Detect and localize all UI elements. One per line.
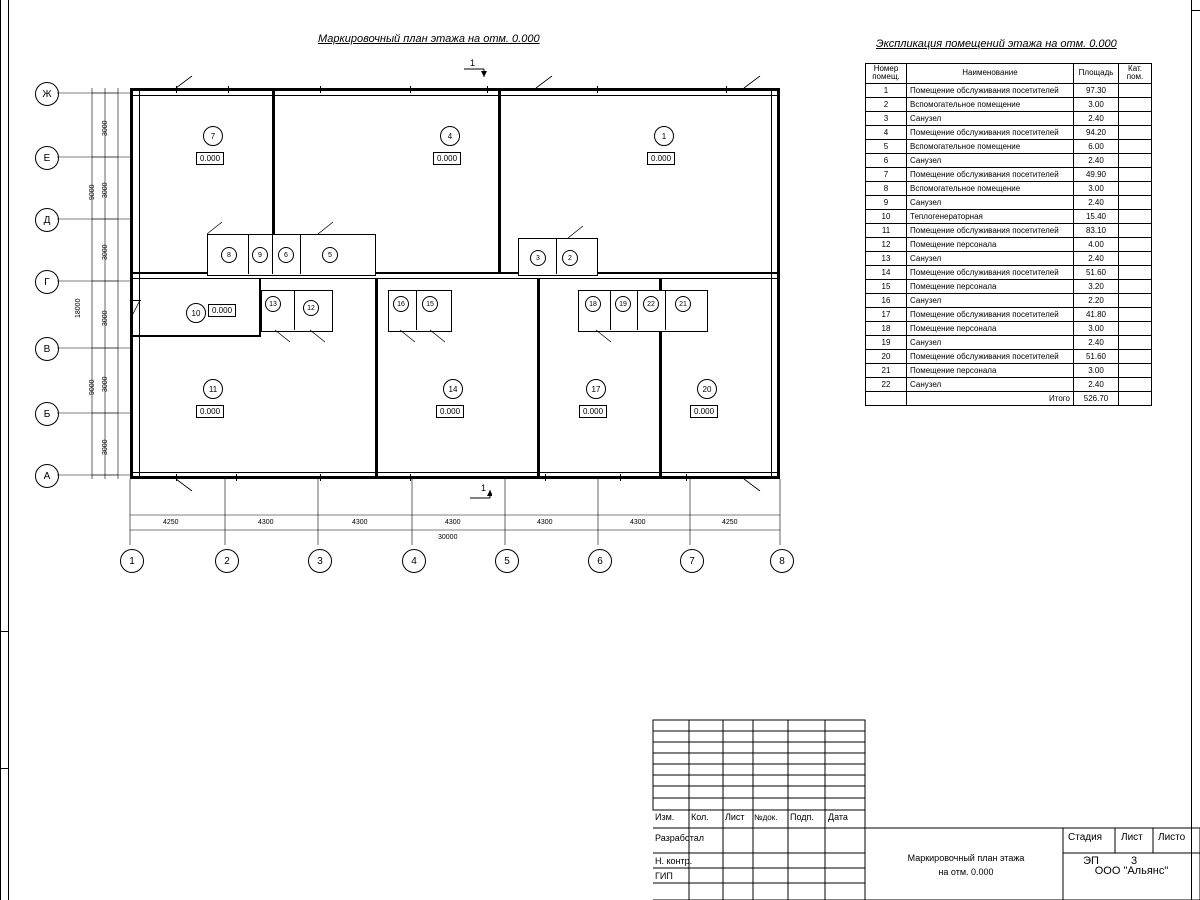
stamp-sheet-value: 3: [1130, 855, 1138, 867]
cell-name: Помещение обслуживания посетителей: [907, 125, 1074, 139]
table-row: [866, 335, 1152, 349]
table-row: [866, 251, 1152, 265]
cell-number: 1: [866, 83, 907, 97]
cell-name: Санузел: [907, 153, 1074, 167]
cell-name: Санузел: [907, 377, 1074, 391]
stamp-doc-title-line2: на отм. 0.000: [938, 867, 994, 877]
cell-kat: [1119, 307, 1152, 321]
axis-bubble-v: В: [35, 337, 59, 361]
total-value: 526.70: [1074, 391, 1119, 405]
dim-bottom-5: 4300: [537, 519, 553, 526]
cell-kat: [1119, 321, 1152, 335]
cell-kat: [1119, 167, 1152, 181]
frame-top-right-corner: [1191, 10, 1200, 11]
cell-name: Теплогенераторная: [907, 209, 1074, 223]
dim-bottom-2: 4300: [258, 519, 274, 526]
dim-left-6: 3000: [102, 439, 109, 455]
axis-bubble-2: 2: [215, 549, 239, 573]
cell-name: Санузел: [907, 251, 1074, 265]
cell-number: 5: [866, 139, 907, 153]
cell-kat: [1119, 349, 1152, 363]
cell-name: Помещение персонала: [907, 237, 1074, 251]
level-mark-room10: 0.000: [208, 304, 236, 317]
cell-area: 2.40: [1074, 251, 1119, 265]
room-bubble-19: 19: [615, 296, 631, 312]
table-row: [866, 349, 1152, 363]
cell-kat: [1119, 153, 1152, 167]
cell-number: 15: [866, 279, 907, 293]
cell-name: Помещение персонала: [907, 321, 1074, 335]
dim-left-5: 3000: [102, 376, 109, 392]
cell-kat: [1119, 335, 1152, 349]
cell-area: 49.90: [1074, 167, 1119, 181]
cell-number: 17: [866, 307, 907, 321]
room-bubble-3: 3: [530, 250, 546, 266]
cell-kat: [1119, 125, 1152, 139]
room-bubble-5: 5: [322, 247, 338, 263]
dim-left-4: 3000: [102, 310, 109, 326]
stamp-stage-value: ЭП: [1083, 855, 1099, 867]
cell-kat: [1119, 251, 1152, 265]
dim-bottom-6: 4300: [630, 519, 646, 526]
axis-bubble-6: 6: [588, 549, 612, 573]
cell-area: 3.00: [1074, 97, 1119, 111]
cell-area: 3.00: [1074, 181, 1119, 195]
cell-kat: [1119, 181, 1152, 195]
cell-name: Помещение обслуживания посетителей: [907, 83, 1074, 97]
table-row: [866, 321, 1152, 335]
frame-tick-2: [0, 768, 9, 769]
cell-number: 3: [866, 111, 907, 125]
cell-number: 6: [866, 153, 907, 167]
axis-bubble-3: 3: [308, 549, 332, 573]
cell-kat: [1119, 209, 1152, 223]
header-area: Площадь: [1074, 64, 1119, 84]
stamp-sheets-label: Листо: [1158, 832, 1186, 843]
cell-name: Санузел: [907, 111, 1074, 125]
table-row: [866, 195, 1152, 209]
table-row: [866, 279, 1152, 293]
room-bubble-13: 13: [265, 296, 281, 312]
room-bubble-4: 4: [440, 126, 460, 146]
dim-left-group-2: 9000: [89, 379, 96, 395]
dim-bottom-3: 4300: [352, 519, 368, 526]
room-bubble-20: 20: [697, 379, 717, 399]
cell-area: 51.60: [1074, 265, 1119, 279]
room-bubble-1: 1: [654, 126, 674, 146]
total-label: Итого: [907, 391, 1074, 405]
table-row: [866, 111, 1152, 125]
cell-area: 6.00: [1074, 139, 1119, 153]
cell-kat: [1119, 293, 1152, 307]
cell-number: 16: [866, 293, 907, 307]
stamp-col-list: Лист: [725, 812, 745, 822]
header-number: Номер помещ.: [866, 64, 907, 84]
cell-area: 2.20: [1074, 293, 1119, 307]
stamp-doc-title-line1: Маркировочный план этажа: [907, 853, 1025, 863]
table-row: [866, 293, 1152, 307]
cell-area: 83.10: [1074, 223, 1119, 237]
level-mark-room4: 0.000: [433, 152, 461, 165]
cell-name: Помещение обслуживания посетителей: [907, 307, 1074, 321]
room-bubble-10: 10: [186, 303, 206, 323]
level-mark-room7: 0.000: [196, 152, 224, 165]
total-kat: [1119, 391, 1152, 405]
room-schedule-table: [865, 63, 1152, 406]
cell-number: 19: [866, 335, 907, 349]
cell-number: 22: [866, 377, 907, 391]
room-bubble-6: 6: [278, 247, 294, 263]
dim-left-1: 3000: [102, 120, 109, 136]
room-bubble-16: 16: [393, 296, 409, 312]
cell-number: 9: [866, 195, 907, 209]
stamp-row-razrabotal: Разработал: [655, 833, 704, 843]
stamp-company: ООО "Альянс": [1094, 865, 1169, 877]
axis-bubble-5: 5: [495, 549, 519, 573]
dim-bottom-7: 4250: [722, 519, 738, 526]
cell-number: 4: [866, 125, 907, 139]
cell-area: 94.20: [1074, 125, 1119, 139]
stamp-col-podp: Подп.: [790, 812, 814, 822]
cell-area: 3.00: [1074, 321, 1119, 335]
cell-number: 21: [866, 363, 907, 377]
room-bubble-2: 2: [562, 250, 578, 266]
cell-kat: [1119, 111, 1152, 125]
cell-area: 97.30: [1074, 83, 1119, 97]
axis-bubble-4: 4: [402, 549, 426, 573]
cell-area: 2.40: [1074, 111, 1119, 125]
table-row: [866, 307, 1152, 321]
room-bubble-21: 21: [675, 296, 691, 312]
table-row: [866, 377, 1152, 391]
cell-kat: [1119, 223, 1152, 237]
cell-name: Санузел: [907, 335, 1074, 349]
cell-number: 13: [866, 251, 907, 265]
table-row: [866, 181, 1152, 195]
cell-area: 3.00: [1074, 363, 1119, 377]
room-bubble-15: 15: [422, 296, 438, 312]
floor-plan: [0, 0, 830, 600]
cell-name: Помещение обслуживания посетителей: [907, 223, 1074, 237]
room-bubble-11: 11: [203, 379, 223, 399]
cell-kat: [1119, 97, 1152, 111]
cell-area: 4.00: [1074, 237, 1119, 251]
table-body: [866, 83, 1152, 405]
cell-kat: [1119, 279, 1152, 293]
room-bubble-7: 7: [203, 126, 223, 146]
cell-area: 2.40: [1074, 377, 1119, 391]
cell-area: 2.40: [1074, 195, 1119, 209]
cell-kat: [1119, 83, 1152, 97]
stamp-row-nkontr: Н. контр.: [655, 856, 693, 866]
table-row: [866, 363, 1152, 377]
axis-bubble-g: Г: [35, 270, 59, 294]
table-row: [866, 139, 1152, 153]
room-bubble-17: 17: [586, 379, 606, 399]
level-mark-room14: 0.000: [436, 405, 464, 418]
level-mark-room11: 0.000: [196, 405, 224, 418]
table-row: [866, 223, 1152, 237]
cell-name: Помещение обслуживания посетителей: [907, 349, 1074, 363]
cell-area: 41.80: [1074, 307, 1119, 321]
dim-bottom-4: 4300: [445, 519, 461, 526]
cell-name: Вспомогательное помещение: [907, 97, 1074, 111]
table-row: [866, 125, 1152, 139]
cell-number: 8: [866, 181, 907, 195]
room-bubble-18: 18: [585, 296, 601, 312]
room-bubble-12: 12: [303, 300, 319, 316]
header-name: Наименование: [907, 64, 1074, 84]
axis-bubble-d: Д: [35, 208, 59, 232]
table-row: [866, 97, 1152, 111]
cell-name: Помещение персонала: [907, 279, 1074, 293]
axis-bubble-b: Б: [35, 402, 59, 426]
cell-kat: [1119, 363, 1152, 377]
cell-name: Санузел: [907, 195, 1074, 209]
table-row: [866, 265, 1152, 279]
total-empty: [866, 391, 907, 405]
stamp-stage-label: Стадия: [1068, 832, 1103, 843]
cell-number: 2: [866, 97, 907, 111]
cell-number: 12: [866, 237, 907, 251]
cell-area: 2.40: [1074, 335, 1119, 349]
cell-number: 18: [866, 321, 907, 335]
dim-left-2: 3000: [102, 182, 109, 198]
cell-number: 14: [866, 265, 907, 279]
header-kat: Кат. пом.: [1119, 64, 1152, 84]
stamp-col-data: Дата: [828, 812, 848, 822]
table-header-row: [866, 64, 1152, 84]
cell-number: 7: [866, 167, 907, 181]
section-mark-bottom: 1: [481, 483, 487, 493]
level-mark-room20: 0.000: [690, 405, 718, 418]
cell-name: Помещение обслуживания посетителей: [907, 167, 1074, 181]
room-bubble-14: 14: [443, 379, 463, 399]
cell-name: Помещение обслуживания посетителей: [907, 265, 1074, 279]
cell-area: 2.40: [1074, 153, 1119, 167]
dim-bottom-1: 4250: [163, 519, 179, 526]
cell-area: 15.40: [1074, 209, 1119, 223]
cell-number: 20: [866, 349, 907, 363]
stamp-row-gip: ГИП: [655, 871, 673, 881]
cell-kat: [1119, 139, 1152, 153]
cell-name: Санузел: [907, 293, 1074, 307]
room-bubble-22: 22: [643, 296, 659, 312]
axis-bubble-zh: Ж: [35, 82, 59, 106]
cell-kat: [1119, 377, 1152, 391]
axis-bubble-8: 8: [770, 549, 794, 573]
axis-leader-lines: [0, 0, 830, 600]
cell-name: Вспомогательное помещение: [907, 181, 1074, 195]
dim-left-3: 3000: [102, 244, 109, 260]
dim-bottom-total: 30000: [438, 534, 458, 541]
stamp-col-izm: Изм.: [655, 812, 675, 822]
table-total-row: [866, 391, 1152, 405]
cell-kat: [1119, 237, 1152, 251]
level-mark-room17: 0.000: [579, 405, 607, 418]
cell-kat: [1119, 265, 1152, 279]
cell-name: Помещение персонала: [907, 363, 1074, 377]
section-mark-top: 1: [470, 58, 476, 68]
cell-number: 11: [866, 223, 907, 237]
stamp-sheet-label: Лист: [1121, 832, 1143, 843]
table-row: [866, 167, 1152, 181]
cell-number: 10: [866, 209, 907, 223]
cell-area: 51.60: [1074, 349, 1119, 363]
table-row: [866, 237, 1152, 251]
room-bubble-8: 8: [221, 247, 237, 263]
level-mark-room1: 0.000: [647, 152, 675, 165]
stamp-col-kol: Кол.: [691, 812, 709, 822]
plan-title: Маркировочный план этажа на отм. 0.000: [318, 33, 540, 45]
axis-bubble-1: 1: [120, 549, 144, 573]
cell-area: 3.20: [1074, 279, 1119, 293]
room-bubble-9: 9: [252, 247, 268, 263]
axis-bubble-a: А: [35, 464, 59, 488]
table-row: [866, 83, 1152, 97]
table-row: [866, 209, 1152, 223]
dim-left-group-1: 9000: [89, 184, 96, 200]
frame-tick-1: [0, 631, 9, 632]
axis-bubble-e: Е: [35, 146, 59, 170]
axis-bubble-7: 7: [680, 549, 704, 573]
table-row: [866, 153, 1152, 167]
cell-kat: [1119, 195, 1152, 209]
table-title: Экспликация помещений этажа на отм. 0.000: [876, 38, 1117, 50]
dim-left-total: 18000: [75, 298, 82, 318]
cell-name: Вспомогательное помещение: [907, 139, 1074, 153]
stamp-col-ndok: №док.: [754, 813, 778, 822]
